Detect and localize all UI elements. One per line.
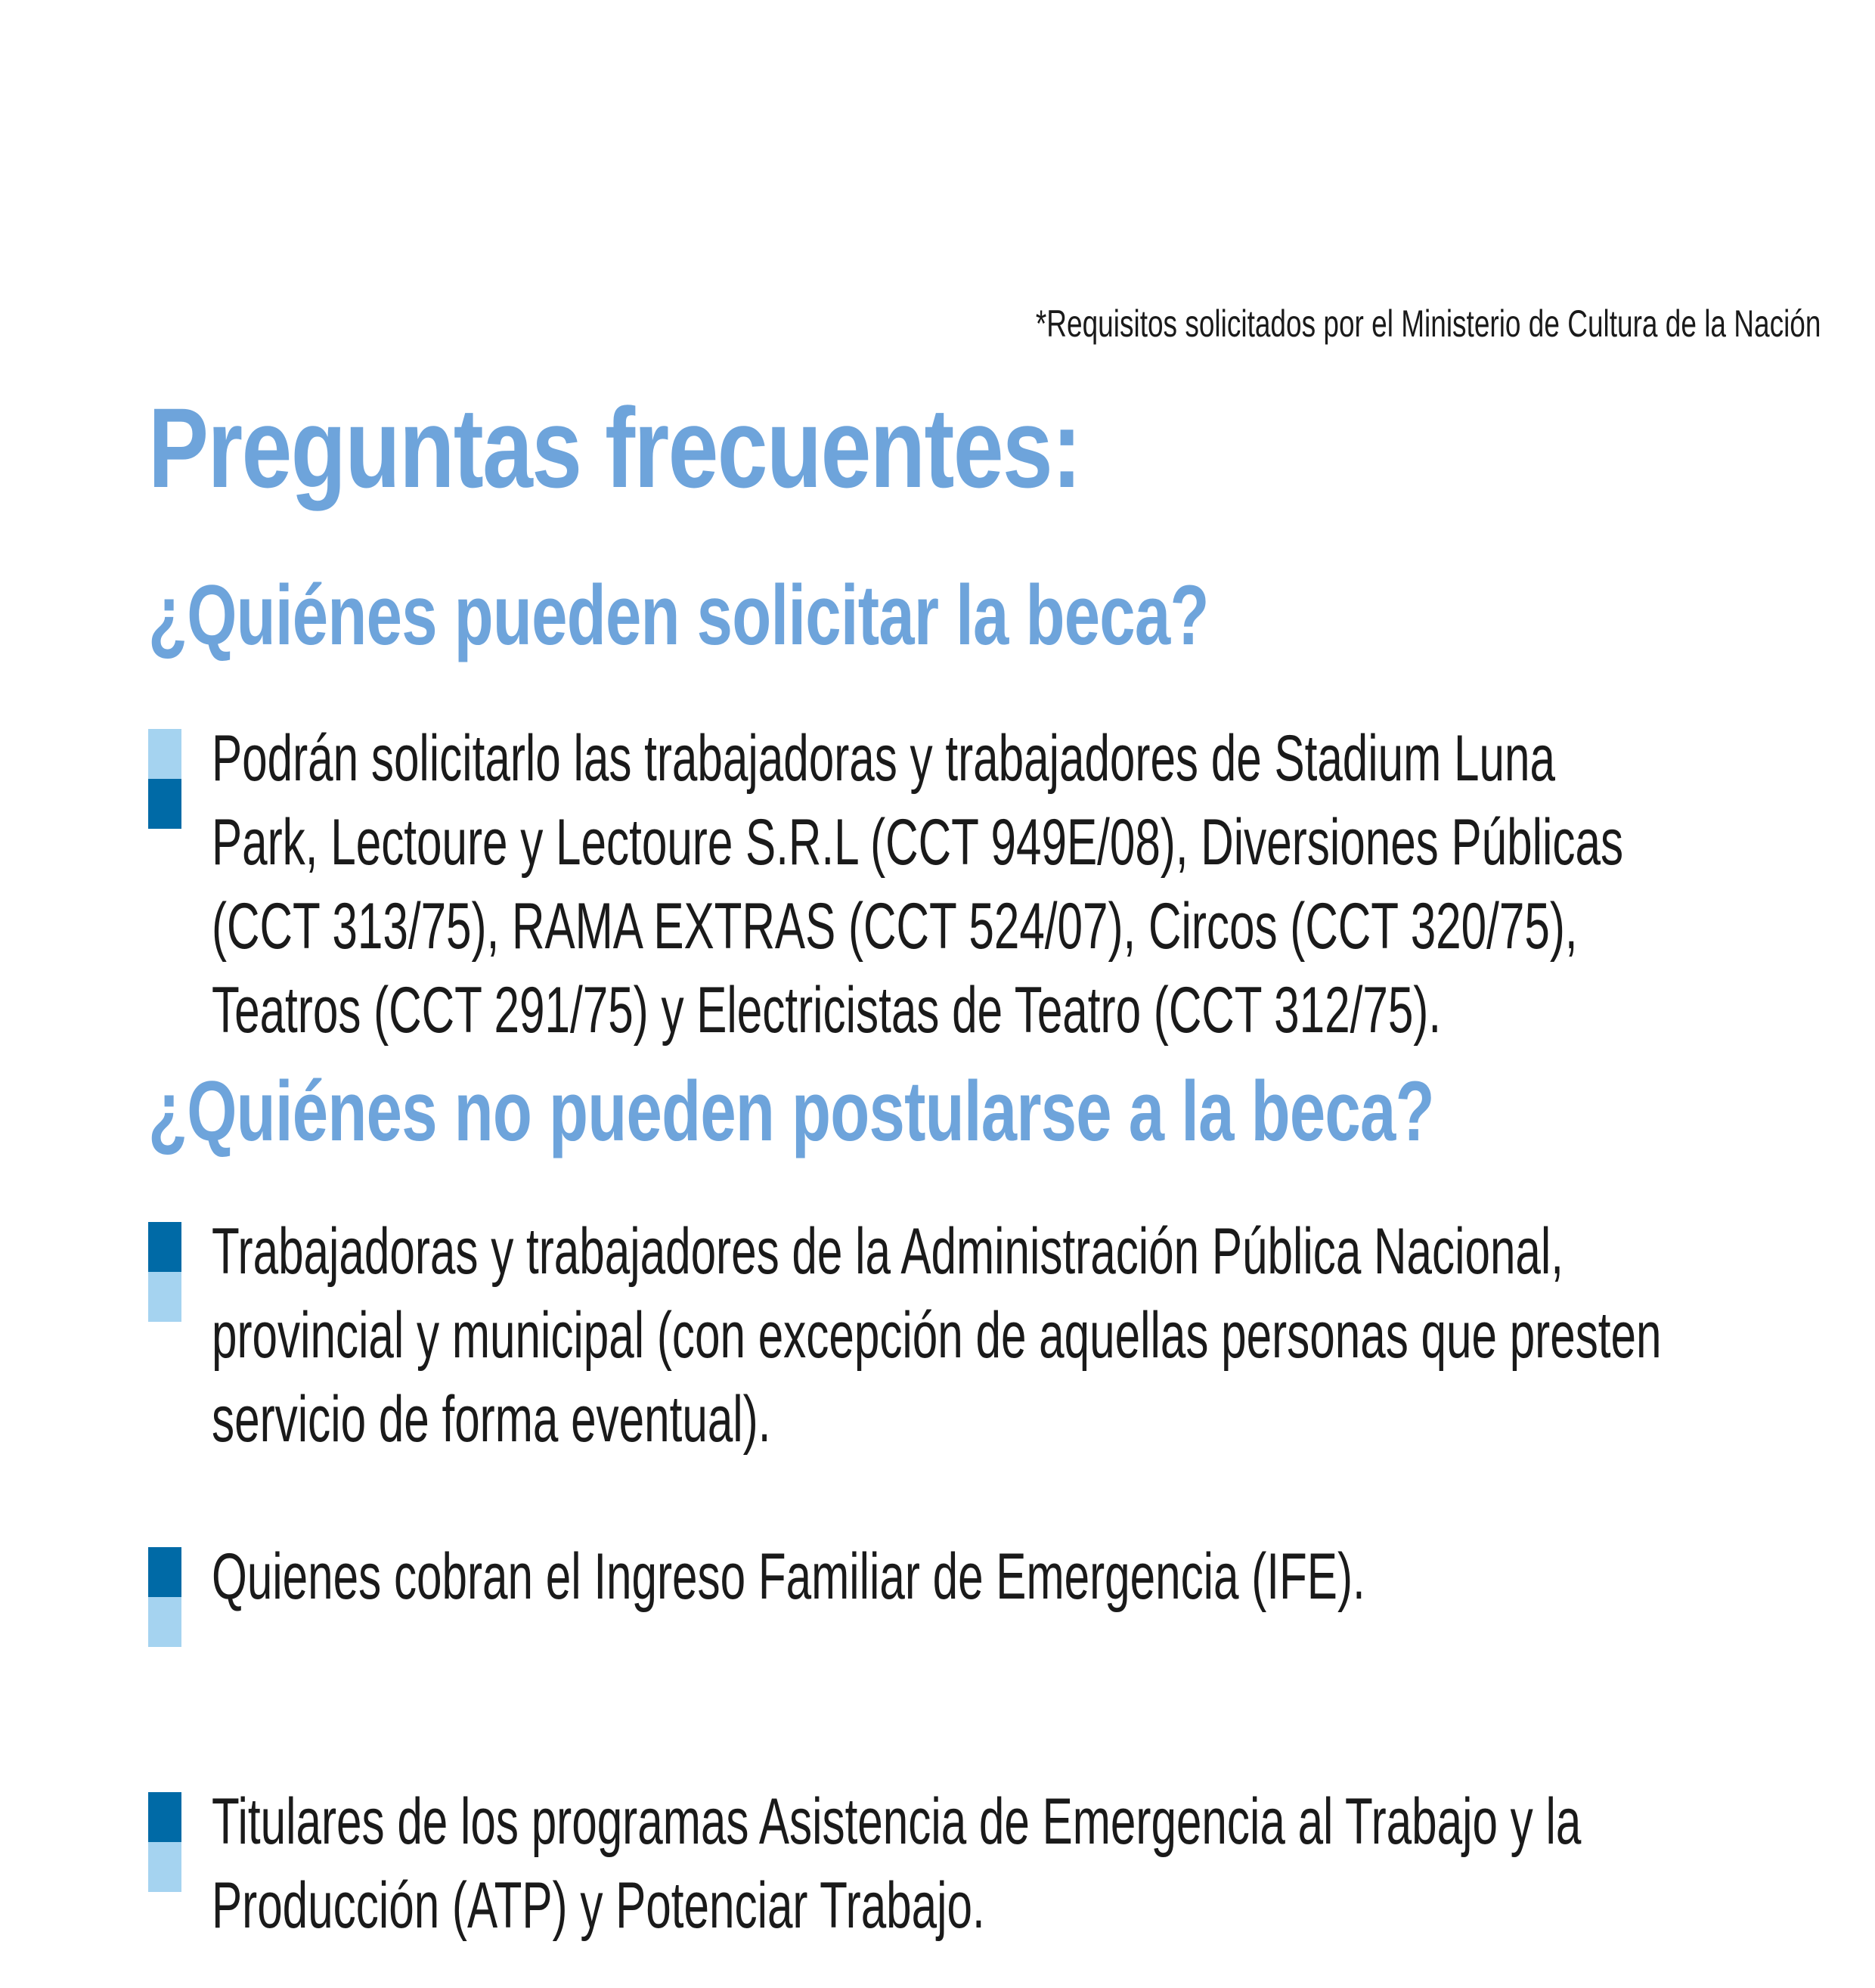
list-item-text [212,1780,1581,1948]
text-line: Quienes cobran el Ingreso Familiar de Emergencia (IFE). [212,1540,1365,1613]
text-line: (CCT 313/75), RAMA EXTRAS (CCT 524/07), Circos (CCT 320/75), [212,890,1578,963]
text-line: Trabajadoras y trabajadores de la Administración Pública Nacional, [212,1215,1564,1288]
bullet-marker-icon [148,729,181,829]
text-line: provincial y municipal (con excepción de aquellas personas que presten [212,1299,1662,1372]
bullet-marker-icon [148,1792,181,1892]
list-item-text [212,1535,1365,1619]
requirements-note: *Requisitos solicitados por el Ministerio de Cultura de la Nación [1035,302,1821,345]
list-item-text [212,717,1623,1053]
question-who-can-apply: ¿Quiénes pueden solicitar la beca? [148,568,1209,662]
bullet-marker-light-segment [148,1597,181,1647]
text-line: Teatros (CCT 291/75) y Electricistas de Teatro (CCT 312/75). [212,974,1442,1047]
text-line: Titulares de los programas Asistencia de Emergencia al Trabajo y la [212,1785,1582,1858]
bullet-marker-light-segment [148,1272,181,1322]
text-line: Podrán solicitarlo las trabajadoras y trabajadores de Stadium Luna [212,722,1555,795]
text-line: Producción (ATP) y Potenciar Trabajo. [212,1869,985,1942]
page-title: Preguntas frecuentes: [148,384,1081,511]
bullet-marker-dark-segment [148,1547,181,1597]
bullet-marker-light-segment [148,729,181,779]
list-item-text [212,1210,1661,1462]
text-line: servicio de forma eventual). [212,1383,771,1456]
bullet-marker-icon [148,1222,181,1322]
bullet-marker-light-segment [148,1842,181,1892]
bullet-marker-icon [148,1547,181,1647]
text-line: Park, Lectoure y Lectoure S.R.L (CCT 949E/08), Diversiones Públicas [212,806,1624,879]
question-who-cannot-apply: ¿Quiénes no pueden postularse a la beca? [148,1064,1434,1158]
bullet-marker-dark-segment [148,1222,181,1272]
bullet-marker-dark-segment [148,779,181,829]
bullet-marker-dark-segment [148,1792,181,1842]
